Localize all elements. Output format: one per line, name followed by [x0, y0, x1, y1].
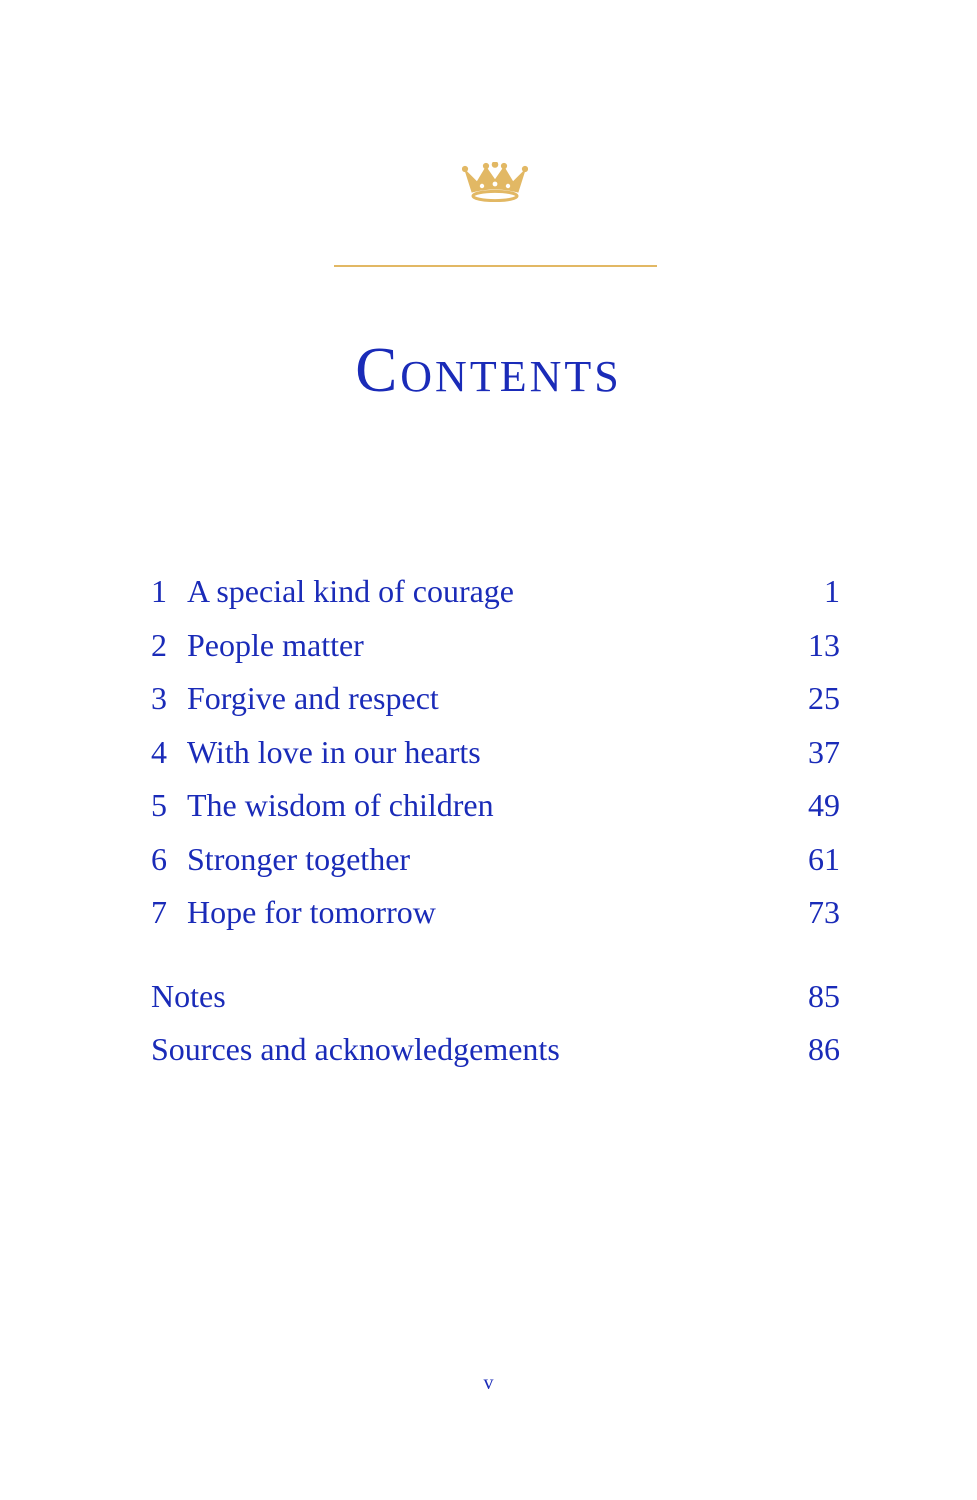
page-number: 13 — [808, 626, 840, 663]
page-number: 1 — [824, 573, 840, 609]
toc-entry[interactable] — [151, 727, 840, 781]
toc-entry[interactable] — [151, 620, 840, 674]
toc-entry[interactable] — [151, 887, 840, 941]
chapter-title: A special kind of courage — [187, 573, 514, 609]
chapter-title: People matter — [187, 626, 364, 663]
toc-entry[interactable] — [151, 566, 840, 620]
page-number: 49 — [808, 787, 840, 823]
page-folio: v — [483, 1372, 494, 1394]
page-number: 85 — [808, 977, 840, 1014]
toc-entry[interactable] — [151, 673, 840, 727]
toc-entry[interactable] — [151, 780, 840, 834]
toc-entry[interactable] — [151, 834, 840, 888]
chapter-title: With love in our hearts — [187, 733, 481, 770]
chapter-number: 6 — [151, 840, 167, 877]
chapter-number: 7 — [151, 894, 167, 930]
divider-rule — [334, 265, 657, 267]
chapter-title: Hope for tomorrow — [187, 894, 436, 930]
toc-entry-sources[interactable] — [151, 1024, 840, 1078]
page-number: 25 — [808, 680, 840, 716]
chapter-title: Stronger together — [187, 840, 411, 877]
chapter-number: 5 — [151, 787, 167, 823]
page-title: Contents — [355, 335, 622, 405]
chapter-number: 3 — [151, 680, 167, 716]
page-number: 86 — [808, 1031, 840, 1067]
chapter-number: 1 — [151, 573, 167, 609]
page-number: 73 — [808, 894, 840, 930]
chapter-number: 4 — [151, 733, 167, 770]
entry-title: Notes — [151, 977, 226, 1014]
chapter-number: 2 — [151, 626, 167, 663]
crown-icon — [462, 162, 528, 202]
chapter-title: Forgive and respect — [187, 680, 439, 716]
chapter-title: The wisdom of children — [187, 787, 494, 823]
page-number: 37 — [808, 733, 840, 770]
toc-entry-notes[interactable] — [151, 971, 840, 1025]
section-gap — [151, 941, 840, 971]
table-of-contents — [151, 566, 840, 1078]
page-number: 61 — [808, 840, 840, 877]
entry-title: Sources and acknowledgements — [151, 1031, 560, 1067]
